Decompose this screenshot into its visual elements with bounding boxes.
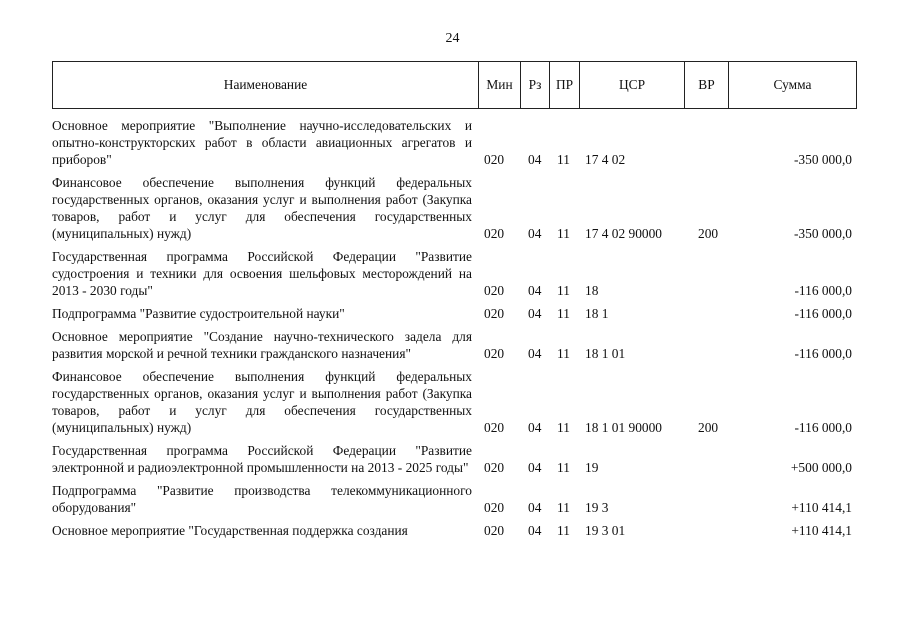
row-pr: 11 — [557, 420, 570, 435]
row-sum: +110 414,1 — [791, 500, 852, 515]
row-name: Подпрограмма "Развитие судостроительной науки" — [52, 306, 345, 321]
row-min: 020 — [484, 226, 505, 241]
row-name: Государственная программа Российской Федерации "Развитие судостроения и техники для освоения шельфовых месторождений на 2013 - 2030 годы" — [52, 249, 472, 298]
header-min: Мин — [479, 62, 521, 109]
row-vr — [684, 244, 728, 301]
row-rz: 04 — [528, 420, 542, 435]
row-min: 020 — [484, 460, 505, 475]
header-csr: ЦСР — [580, 62, 685, 109]
row-vr — [684, 324, 728, 364]
row-name: Основное мероприятие "Создание научно-технического задела для развития морской и речной техники гражданского назначения" — [52, 329, 472, 361]
row-csr: 18 1 01 — [585, 346, 626, 361]
row-rz: 04 — [528, 500, 542, 515]
row-pr: 11 — [557, 226, 570, 241]
row-vr — [684, 438, 728, 478]
row-csr: 18 1 01 90000 — [585, 420, 662, 435]
row-vr — [684, 478, 728, 518]
row-sum: -116 000,0 — [794, 346, 852, 361]
row-rz: 04 — [528, 226, 542, 241]
header-rz: Рз — [521, 62, 550, 109]
row-sum: +500 000,0 — [790, 460, 852, 475]
row-name: Подпрограмма "Развитие производства телекоммуникационного оборудования" — [52, 483, 472, 515]
row-name: Основное мероприятие "Выполнение научно-исследовательских и опытно-конструкторских работ в области авиационных агрегатов и приборов" — [52, 118, 472, 167]
row-rz: 04 — [528, 460, 542, 475]
row-csr: 18 1 — [585, 306, 609, 321]
row-name: Финансовое обеспечение выполнения функций федеральных государственных органов, оказания услуг и выполнения работ (Закупка товаров, работ и услуг для обеспечения государственных (муниципальных) нужд) — [52, 175, 472, 241]
budget-table — [52, 113, 856, 541]
row-csr: 19 3 — [585, 500, 609, 515]
row-name: Основное мероприятие "Государственная поддержка создания — [52, 523, 408, 538]
row-name: Финансовое обеспечение выполнения функций федеральных государственных органов, оказания услуг и выполнения работ (Закупка товаров, работ и услуг для обеспечения государственных (муниципальных) нужд) — [52, 369, 472, 435]
row-csr: 18 — [585, 283, 599, 298]
row-vr: 200 — [698, 226, 719, 241]
row-csr: 19 — [585, 460, 599, 475]
table-row — [52, 438, 856, 478]
row-sum: -116 000,0 — [794, 283, 852, 298]
row-sum: -116 000,0 — [794, 420, 852, 435]
header-pr: ПР — [550, 62, 580, 109]
table-row — [52, 478, 856, 518]
table-row — [52, 324, 856, 364]
row-min: 020 — [484, 500, 505, 515]
row-rz: 04 — [528, 283, 542, 298]
row-csr: 17 4 02 90000 — [585, 226, 662, 241]
header-vr: ВР — [685, 62, 729, 109]
row-pr: 11 — [557, 346, 570, 361]
row-min: 020 — [484, 523, 505, 538]
page-number: 24 — [445, 31, 460, 46]
row-pr: 11 — [557, 523, 570, 538]
row-sum: -350 000,0 — [793, 152, 852, 167]
row-min: 020 — [484, 346, 505, 361]
table-row — [52, 518, 856, 541]
row-rz: 04 — [528, 523, 542, 538]
row-vr — [684, 518, 728, 541]
row-min: 020 — [484, 306, 505, 321]
table-row — [52, 364, 856, 438]
row-rz: 04 — [528, 346, 542, 361]
row-sum: -350 000,0 — [793, 226, 852, 241]
row-pr: 11 — [557, 306, 570, 321]
row-rz: 04 — [528, 152, 542, 167]
row-min: 020 — [484, 152, 505, 167]
row-sum: -116 000,0 — [794, 306, 852, 321]
row-vr — [684, 113, 728, 170]
row-vr — [684, 301, 728, 324]
header-sum: Сумма — [729, 62, 857, 109]
row-csr: 19 3 01 — [585, 523, 626, 538]
header-name: Наименование — [53, 62, 479, 109]
table-header — [52, 61, 857, 109]
row-min: 020 — [484, 283, 505, 298]
table-row — [52, 244, 856, 301]
table-row — [52, 170, 856, 244]
row-pr: 11 — [557, 460, 570, 475]
row-pr: 11 — [557, 500, 570, 515]
row-pr: 11 — [557, 152, 570, 167]
row-name: Государственная программа Российской Федерации "Развитие электронной и радиоэлектронной промышленности на 2013 - 2025 годы" — [52, 443, 472, 475]
table-body — [52, 113, 856, 541]
row-sum: +110 414,1 — [791, 523, 852, 538]
table-row — [52, 113, 856, 170]
table-row — [52, 301, 856, 324]
row-vr: 200 — [698, 420, 719, 435]
row-csr: 17 4 02 — [585, 152, 626, 167]
row-pr: 11 — [557, 283, 570, 298]
row-min: 020 — [484, 420, 505, 435]
row-rz: 04 — [528, 306, 542, 321]
